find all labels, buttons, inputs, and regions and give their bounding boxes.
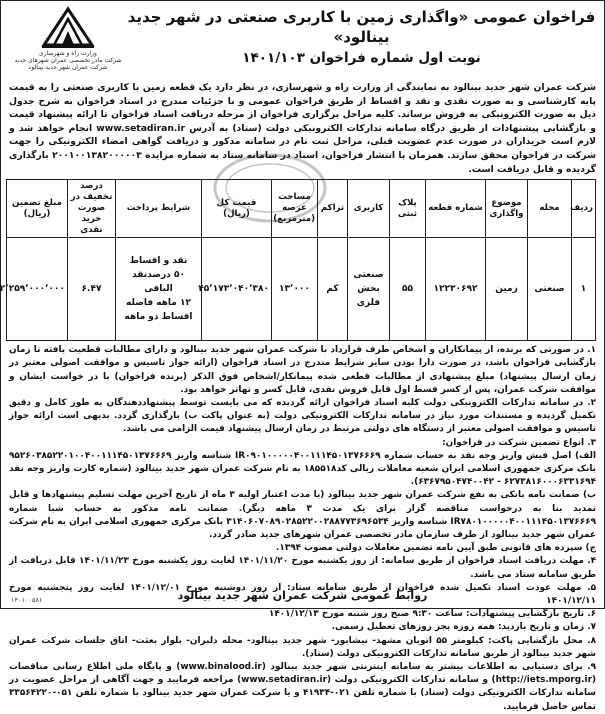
payment-line: ۱۲ ماهه فاصله: [125, 298, 192, 309]
col-area: مساحت عرصه (مترمربع): [272, 180, 318, 238]
cell-parcel: ۱۲۲۳۰۶۹۲: [426, 238, 486, 341]
col-parcel: شماره قطعه: [426, 180, 486, 238]
col-price: قیمت کل (ریال): [202, 180, 272, 238]
table-header-row: [7, 180, 596, 238]
logo-caption-line: شرکت مادر تخصصی عمران شهرهای جدید: [14, 57, 122, 64]
page-subtitle: نوبت اول شماره فراخوان ۱۴۰۱/۱۰۳: [242, 50, 481, 66]
logo-caption-line: شرکت عمران شهر جدید بینالود: [28, 64, 108, 71]
cell-area: ۱۳٬۰۰۰: [272, 238, 318, 341]
cell-price: ۴۵٬۱۷۳٬۰۴۰٬۳۸۰: [202, 238, 272, 341]
col-payment: شرایط پرداخت: [116, 180, 202, 238]
title-block: [127, 5, 596, 67]
intro-paragraph: شرکت عمران شهر جدید بینالود به نمایندگی از وزارت راه و شهرسازی، در نظر دارد یک قطعه زمین با کاربری صنعتی را به قیمت پایه کارشناسی و به صورت نقدی و نقد و اقساط از طریق فراخوان عمومی و با جزئیات مندرج در اسناد فراخوان به شرح جدول ذیل به صورت الکترونیکی به فروش برساند. کلیه مراحل برگزاری فراخوان از مرحله دریافت اسناد فراخوان تا ارائه پیشنهاد قیمت و بازگشایی پیشنهادات از طریق درگاه سامانه تدارکات الکترونیکی دولت (ستاد) به آدرس www.setadiran.ir انجام خواهد شد و لازم است خریداران در صورت عدم عضویت قبلی، مراحل ثبت نام در سامانه مذکور و دریافت گواهی امضاء الکترونیکی را جهت شرکت در فراخوان محقق سازند. همزمان با انتشار فراخوان، اسناد در سامانه ستاد به شماره مزایده ۲۰۰۱۰۰۱۳۸۲۰۰۰۰۰۳ بارگذاری گردیده و قابل دریافت است.: [9, 82, 596, 175]
offer-table: [0, 179, 596, 341]
col-index: ردیف: [572, 180, 596, 238]
payment-line: نقد و اقساط: [129, 256, 188, 267]
logo-caption: [14, 50, 121, 71]
payment-line: اقساط دو ماهه: [124, 312, 193, 323]
header: [9, 5, 596, 79]
condition-item: ۷. زمان و تاریخ بازدید: همه روزه بجز روزهای تعطیل رسمی.: [331, 622, 596, 633]
cell-density: کم: [318, 238, 348, 341]
cell-usage: [348, 238, 390, 341]
footer-signature: روابط عمومی شرکت عمران شهر جدید بینالود: [177, 589, 428, 602]
cell-index: ۱: [572, 238, 596, 341]
conditions-list: [9, 344, 596, 714]
road-ministry-logo-icon: [38, 5, 98, 49]
col-guarantee: مبلغ تضمین (ریال): [7, 180, 68, 238]
cell-mahalle: صنعتی: [528, 238, 572, 341]
condition-item: ۶. تاریخ بازگشایی پیشنهادات: ساعت ۹:۳۰ صبح روز شنبه مورخ ۱۴۰۱/۱۲/۱۳: [268, 609, 596, 620]
usage-line: صنعتی: [353, 270, 384, 281]
condition-item: ۹. برای دستیابی به اطلاعات بیشتر به سامانه اینترنتی شهر جدید بینالود (www.binalood.ir) و پایگاه ملی اطلاع رسانی مناقصات (http://iets.mporg.ir) و سامانه تدارکات الکترونیکی دولت (www.setadiran.ir) مراجعه فرمایید و جهت آگاهی از مراحل عضویت در سامانه تدارکات الکترونیکی دولت (ستاد) با شماره تلفن ۰۲۱-۴۱۹۳۴ و یا شرکت عمران شهر جدید بینالود با شماره تلفن ۰۵۱-۳۳۵۶۴۲۲۰ تماس حاصل فرمایید.: [9, 662, 597, 712]
col-density: تراکم: [318, 180, 348, 238]
col-mahalle: محله: [528, 180, 572, 238]
usage-line: بخش فلزی: [356, 284, 381, 309]
cell-discount: ۶.۴۷: [68, 238, 116, 341]
payment-line: ۵۰ درصدنقد الباقی: [132, 270, 185, 295]
condition-item: ۳. انواع تضمین شرکت در فراخوان:: [442, 437, 596, 448]
page-title: فراخوان عمومی «واگذاری زمین با کاربری صنعتی در شهر جدید بینالود»: [127, 8, 596, 46]
footer-code: ۱۴۰۱۰۰۵۸۱: [11, 596, 43, 604]
col-plate: پلاک ثبتی: [390, 180, 426, 238]
condition-item: ۱. در صورتی که برنده، از پیمانکاران و اشخاص طرف قرارداد با شرکت عمران شهر جدید بینالود و دارای مطالبات قطعیت یافته تا زمان بازگشایی فراخوان باشد، در صورت دارا بودن سایر شرایط مندرج در اسناد فراخوان (ارائه جواز تاسیس و موافقت اصولی معتبر در زمان ارسال پیشنهاد) مبلغ پیشنهادی از مطالبات قطعی شده پیمانکار/اشخاص فوق الذکر (برنده فراخوان) با در خواست ایشان و موافقت شرکت عمران، پس از کسر قسط اول قابل فروش نقدی، قابل کسر و تهاتر خواهد بود.: [9, 345, 596, 395]
logo-caption-line: وزارت راه و شهرسازی: [39, 50, 97, 57]
table-row: [7, 238, 596, 341]
cell-payment: [116, 238, 202, 341]
cell-plate: ۵۵: [390, 238, 426, 341]
condition-item: الف) اصل فیش واریز وجه نقد به حساب شماره IR۰۹۰۱۰۰۰۰۰۴۰۰۱۱۱۴۵۰۱۳۷۶۶۶۹ شناسه واریز ۹۵۲۶۰۳۸۵۲۲۰۱۰۰۴۰۰۱۱۱۴۵۰۱۳۷۶۶۶۹ بانک مرکزی جمهوری اسلامی ایران شعبه معاملات ریالی کد۱۸۵۵۱۸ به نام شرکت عمران شهر جدید بینالود (شماره کارت واریز وجه نقد ۶۲۷۳۸۱۶۰۰۰۶۳۳۱۶۹۴ - ۶۳۶۷۹۵۰۴۷۴۰۰۴۲).: [9, 450, 597, 488]
condition-item: ۴. مهلت دریافت اسناد فراخوان از طریق سامانه: از روز یکشنبه مورخ ۱۴۰۱/۱۱/۲۰ لغایت روز یکشنبه مورخ ۱۴۰۱/۱۱/۲۳ قابل دریافت از طریق سامانه ستاد می باشد.: [9, 556, 596, 580]
condition-item: ۲. در سامانه تدارکات الکترونیکی دولت کلیه اسناد فراخوان ارائه گردیده که می بایست توسط پیشنهاددهندگان به طور کامل و دقیق تکمیل گردیده و مستندات مورد نیاز در سامانه تدارکات الکترونیکی دولت (به عنوان پاکت ب) بارگذاری گردد. بدیهی است ارائه جواز تاسیس و موافقت اصولی معتبر از دستگاه های دولتی مرتبط در زمان ارسال پیشنهاد قیمت الزامی می باشد.: [9, 397, 596, 435]
condition-item: ب) ضمانت نامه بانکی به نفع شرکت عمران شهر جدید بینالود (با مدت اعتبار اولیه ۳ ماه از تاریخ آخرین مهلت تسلیم پیشنهادها و قابل تمدید بنا به درخواست مناقصه گزار برای یک مدت ۳ ماهه دیگر). ضمانت نامه مذکور به حساب شبا شماره IR۷۸۰۱۰۰۰۰۰۴۰۰۱۱۱۴۵۰۱۳۷۶۶۶۹ شناسه واریز ۳۱۴۰۶۰۷۰۸۹۰۲۸۵۲۲۰۰۲۸۸۷۷۳۶۹۶۵۳۴ بانک مرکزی جمهوری اسلامی ایران به نام شرکت عمران شهر جدید بینالود از طرف سازمان مادر تخصصی عمران شهرهای جدید صادر گردد.: [9, 490, 596, 540]
cell-subject: زمین: [486, 238, 528, 341]
col-discount: درصد تخفیف در صورت خرید نقدی: [68, 180, 116, 238]
condition-item: ج) سپرده های قانونی طبق آیین نامه تضمین معاملات دولتی مصوب ۱۳۹۴.: [276, 543, 596, 554]
cell-guarantee: ۲٬۲۵۹٬۰۰۰٬۰۰۰: [7, 238, 68, 341]
ministry-logo: [9, 5, 127, 77]
col-subject: موضوع واگذاری: [486, 180, 528, 238]
condition-item: ۵. مهلت عودت اسناد تکمیل شده فراخوان از طریق سامانه ستاد: از روز دوشنبه مورخ ۱۴۰۱/۱۲/۰۱ لغایت روز پنجشنبه مورخ ۱۴۰۱/۱۲/۱۱: [9, 582, 596, 607]
col-usage: کاربری: [348, 180, 390, 238]
condition-item: ۸. محل بازگشایی پاکت: کیلومتر ۵۵ اتوبان مشهد- نیشابور- شهر جدید بینالود- محله دلبران- بلوار بعثت- اتاق جلسات شرکت عمران شهر جدید بینالود از طریق سامانه تدارکات الکترونیکی دولت (ستاد).: [9, 635, 596, 659]
